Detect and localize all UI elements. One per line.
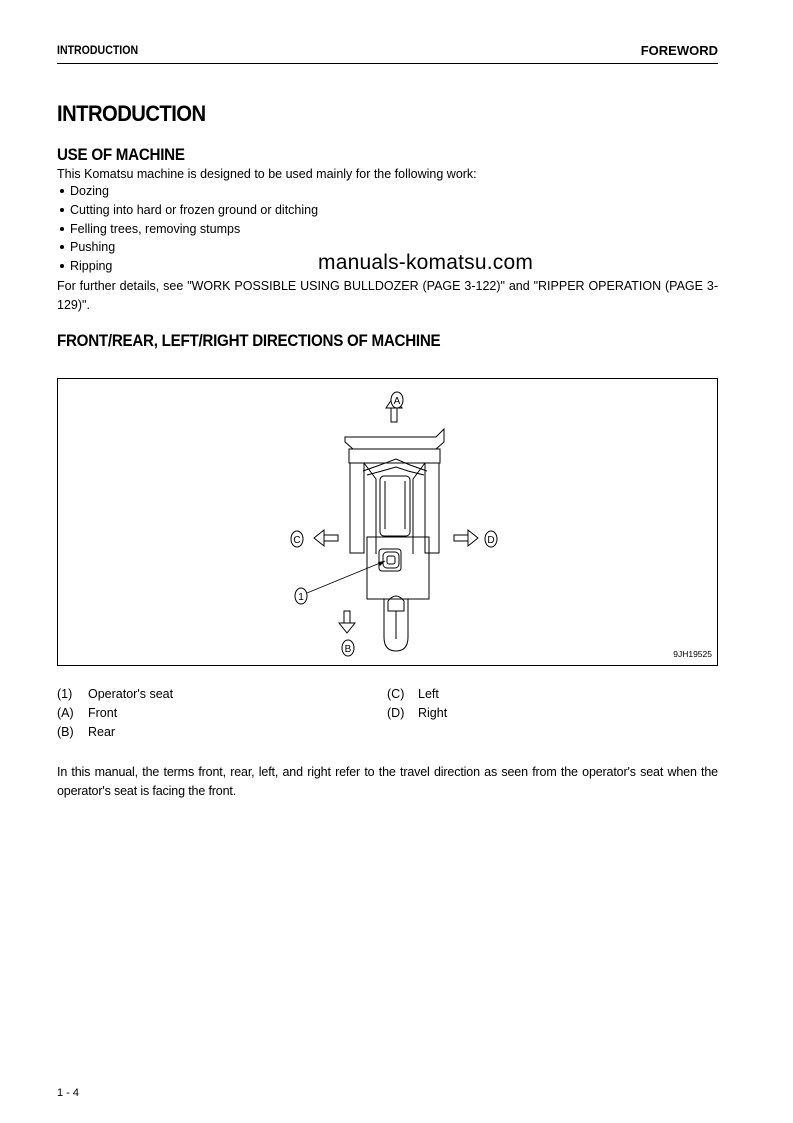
list-item: Dozing [57, 184, 109, 198]
leader-line [307, 561, 385, 593]
further-details-text: For further details, see "WORK POSSIBLE USING BULLDOZER (PAGE 3-122)" and "RIPPER OPERATION (PAGE 3-129)". [57, 279, 718, 312]
list-item: Felling trees, removing stumps [57, 222, 240, 236]
bullet-icon [60, 264, 64, 268]
legend-item: (B) Rear [57, 725, 116, 739]
machine-directions-figure [57, 378, 718, 666]
bullet-icon [60, 227, 64, 231]
callout-d-label: D [487, 535, 495, 546]
legend-item: (D) Right [387, 706, 448, 720]
arrow-left-icon [324, 535, 338, 541]
directions-heading: FRONT/REAR, LEFT/RIGHT DIRECTIONS OF MACHINE [57, 332, 441, 350]
watermark-link[interactable]: manuals-komatsu.com [318, 251, 534, 274]
running-header-chapter: FOREWORD [640, 43, 718, 58]
bullet-icon [60, 208, 64, 212]
callout-b-label: B [344, 644, 352, 655]
callout-a-label: A [393, 396, 401, 407]
running-header-section: INTRODUCTION [57, 45, 139, 57]
arrow-right-icon [454, 535, 468, 541]
bulldozer-top-view-illustration [58, 379, 719, 667]
list-item: Pushing [57, 240, 115, 254]
legend-item: (A) Front [57, 706, 118, 720]
callout-1-label: 1 [298, 592, 304, 603]
figure-id: 9JH19525 [673, 649, 712, 659]
bullet-icon [60, 245, 64, 249]
header-rule [57, 63, 718, 64]
use-intro-text: This Komatsu machine is designed to be used mainly for the following work: [57, 167, 477, 181]
page-title: INTRODUCTION [57, 101, 206, 126]
list-item: Ripping [57, 259, 112, 273]
arrow-rear-icon [344, 611, 350, 623]
list-item: Cutting into hard or frozen ground or ditching [57, 203, 318, 217]
bullet-icon [60, 189, 64, 193]
arrow-front-icon [391, 408, 397, 422]
callout-c-label: C [293, 535, 301, 546]
direction-note-text: In this manual, the terms front, rear, left, and right refer to the travel direction as seen from the operator's seat when the operator's seat is facing the front. [57, 765, 718, 798]
use-of-machine-heading: USE OF MACHINE [57, 146, 185, 164]
legend-item: (1) Operator's seat [57, 687, 174, 701]
page-number: 1 - 4 [57, 1087, 80, 1099]
legend-item: (C) Left [387, 687, 439, 701]
